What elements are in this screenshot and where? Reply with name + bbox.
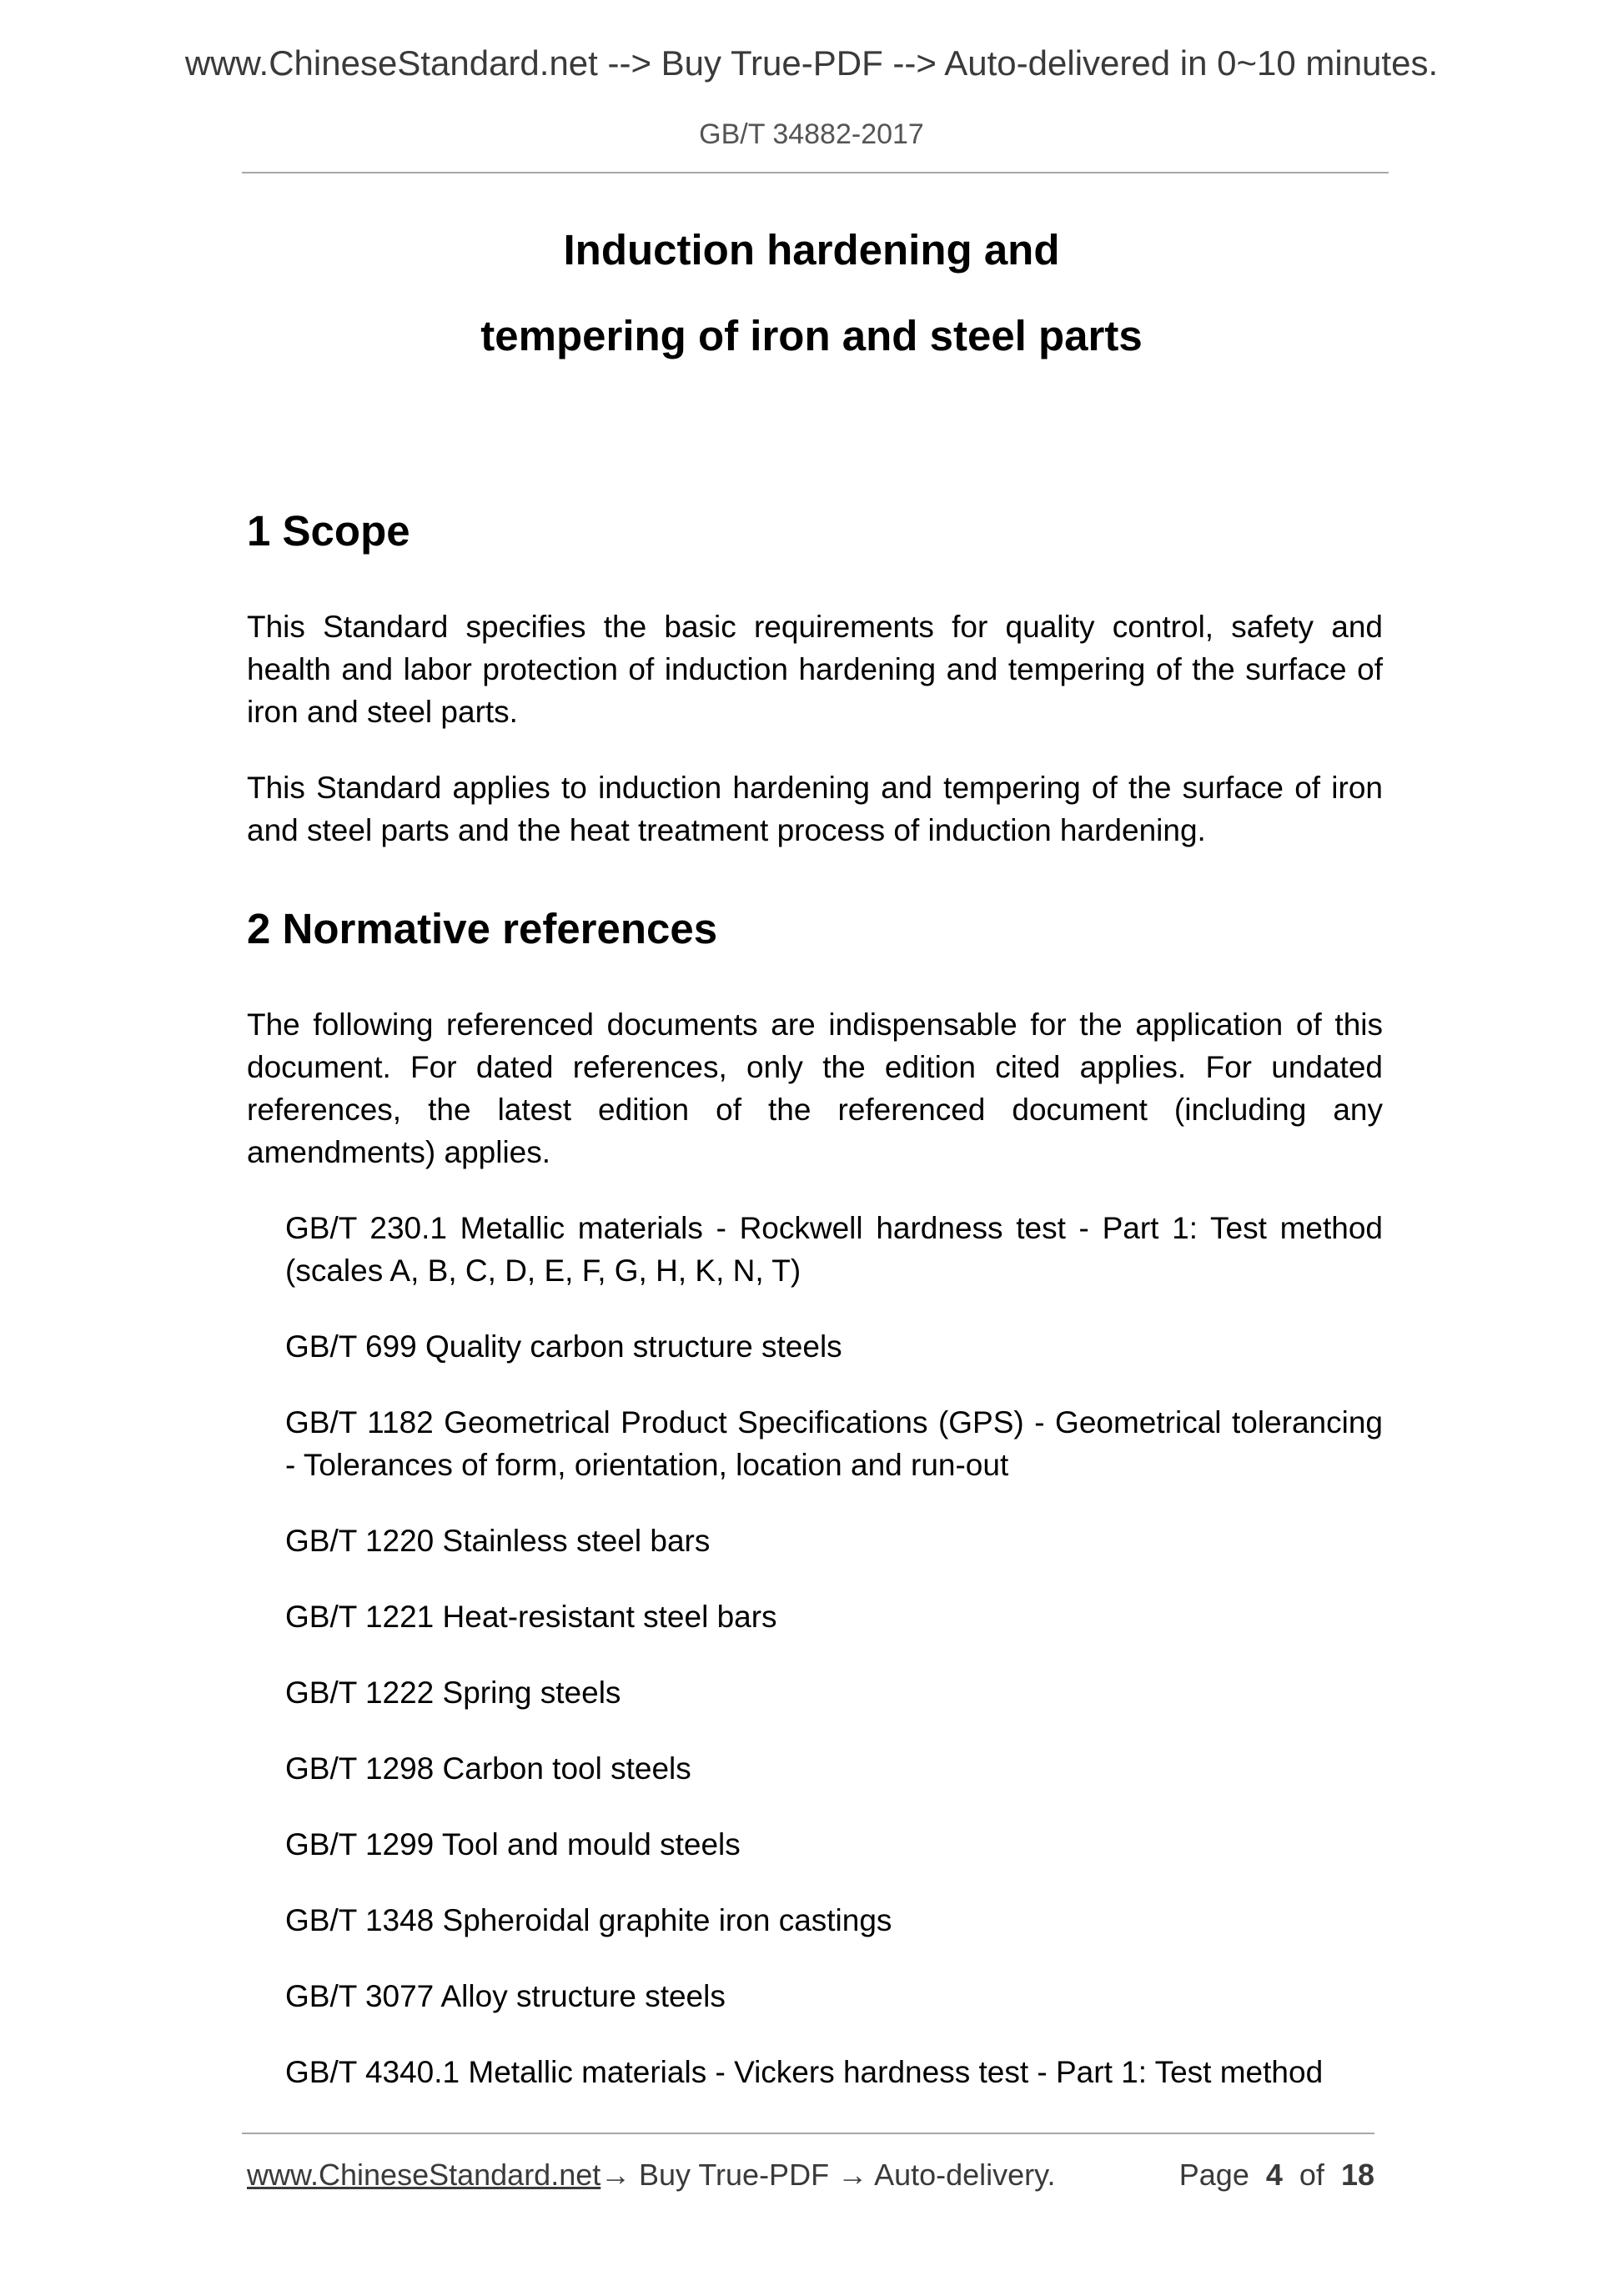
reference-item: GB/T 1221 Heat-resistant steel bars — [285, 1600, 777, 1634]
of-label: of — [1299, 2158, 1324, 2192]
header-banner: www.ChineseStandard.net --> Buy True-PDF --> Auto-delivered in 0~10 minutes. — [184, 43, 1439, 83]
footer-tagline: → Buy True-PDF → Auto-delivery. — [600, 2158, 1056, 2192]
reference-item: GB/T 1298 Carbon tool steels — [285, 1751, 691, 1786]
standard-number: GB/T 34882-2017 — [699, 118, 924, 150]
page-indicator — [1179, 2158, 1374, 2193]
page-label: Page — [1178, 2158, 1249, 2192]
footer-divider — [242, 2133, 1374, 2134]
reference-item: GB/T 1222 Spring steels — [285, 1676, 621, 1710]
reference-item: GB/T 1299 Tool and mould steels — [285, 1827, 741, 1861]
reference-item: GB/T 3077 Alloy structure steels — [285, 1979, 726, 2013]
header-divider — [242, 172, 1389, 173]
total-pages-number: 18 — [1340, 2158, 1374, 2192]
current-page-number: 4 — [1265, 2158, 1283, 2192]
reference-item: GB/T 1182 Geometrical Product Specifications (GPS) - Geometrical tolerancing - Tolerances of form, orientation, location and run-out — [285, 1405, 1383, 1482]
reference-item: GB/T 699 Quality carbon structure steels — [285, 1329, 842, 1364]
section-heading-scope: 1 Scope — [247, 507, 410, 555]
scope-paragraph-2: This Standard applies to induction hardening and tempering of the surface of iron and steel parts and the heat treatment process of induction hardening. — [247, 771, 1383, 847]
scope-paragraph-1: This Standard specifies the basic requirements for quality control, safety and health and labor protection of induction hardening and tempering of the surface of iron and steel parts. — [247, 610, 1383, 729]
reference-item: GB/T 230.1 Metallic materials - Rockwell hardness test - Part 1: Test method (scales A, B, C, D, E, F, G, H, K, N, T) — [285, 1211, 1383, 1288]
reference-item: GB/T 1220 Stainless steel bars — [285, 1524, 711, 1558]
normative-intro-paragraph: The following referenced documents are indispensable for the application of this document. For dated references, only the edition cited applies. For undated references, the latest edition of the referenced document (including any amendments) applies. — [247, 1007, 1383, 1169]
reference-item: GB/T 1348 Spheroidal graphite iron castings — [285, 1903, 892, 1937]
footer-website-link[interactable]: www.ChineseStandard.net — [247, 2158, 601, 2192]
section-heading-normative-references: 2 Normative references — [247, 905, 718, 952]
document-title-line-2: tempering of iron and steel parts — [480, 312, 1143, 359]
reference-item: GB/T 4340.1 Metallic materials - Vickers hardness test - Part 1: Test method — [285, 2055, 1324, 2089]
reference-list — [285, 1207, 1383, 2127]
document-title-line-1: Induction hardening and — [563, 226, 1060, 274]
